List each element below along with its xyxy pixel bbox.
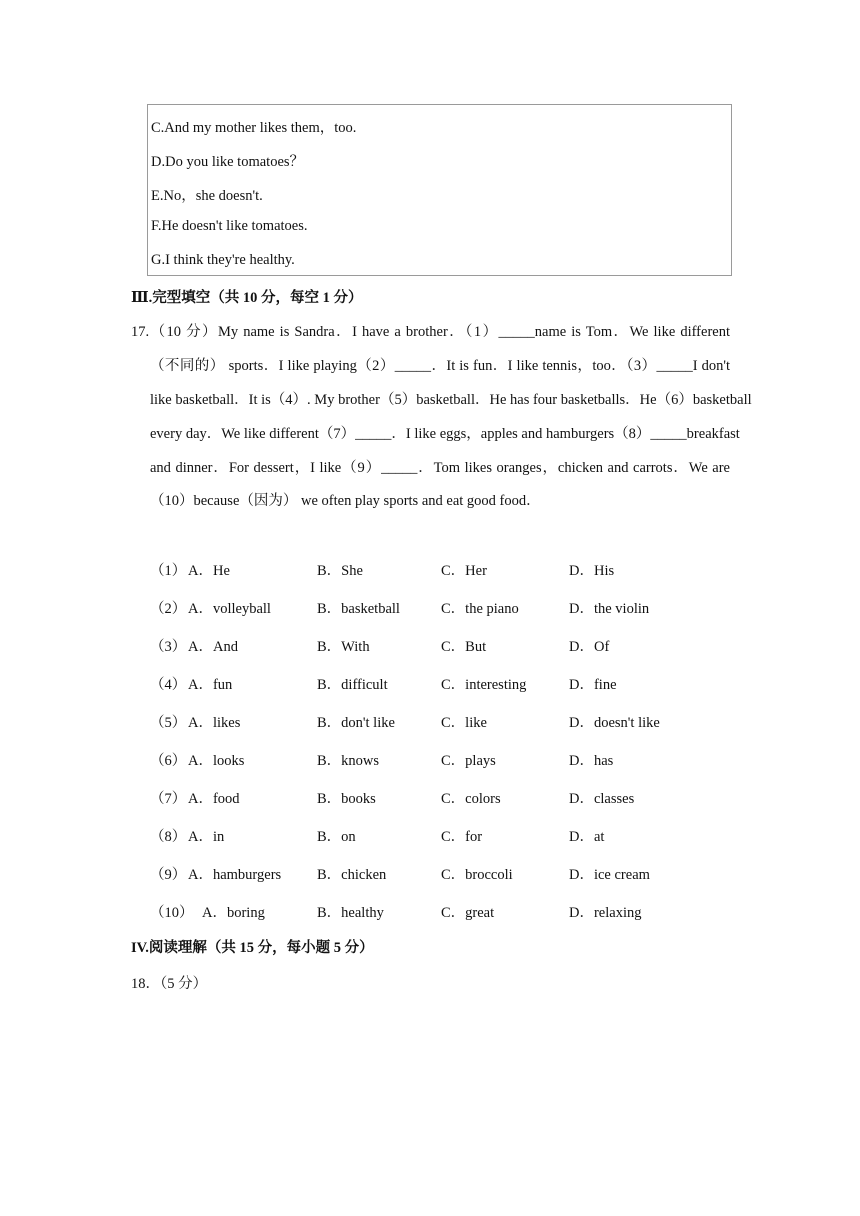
option-number: （10） — [150, 905, 194, 921]
section-4-title: 阅读理解（共 15 分，每小题 5 分） — [148, 940, 374, 956]
option-number: （1） — [150, 563, 187, 579]
option-a[interactable]: A．food — [188, 791, 240, 807]
option-c[interactable]: C．the piano — [441, 601, 519, 617]
option-d[interactable]: D．fine — [569, 677, 617, 693]
option-d[interactable]: D．at — [569, 829, 605, 845]
option-b[interactable]: B．don't like — [317, 715, 395, 731]
option-a[interactable]: A．He — [188, 563, 230, 579]
option-b[interactable]: B．She — [317, 563, 363, 579]
section-3-heading — [131, 286, 363, 307]
option-row — [150, 711, 710, 731]
option-a[interactable]: A．And — [188, 639, 238, 655]
option-number: （8） — [150, 829, 187, 845]
option-c[interactable]: C．plays — [441, 753, 496, 769]
option-c[interactable]: C．But — [441, 639, 487, 655]
passage-line-1-text: 17.（10 分）My name is Sandra．I have a brother．（1）_____name is Tom．We like different — [131, 324, 730, 340]
section-3-numeral: Ⅲ. — [131, 290, 153, 306]
option-c[interactable]: C．broccoli — [441, 867, 513, 883]
option-d[interactable]: D．His — [569, 563, 615, 579]
option-row — [150, 863, 710, 883]
question-17-line-2: （不同的） sports．I like playing（2）_____．It is fun．I like tennis，too．（3）_____I don't — [150, 358, 730, 374]
option-number: （5） — [150, 715, 187, 731]
option-b[interactable]: B．healthy — [317, 905, 384, 921]
box-option-e: E.No，she doesn't. — [151, 188, 263, 204]
option-row — [150, 787, 710, 807]
question-17-line-1 — [131, 320, 730, 341]
option-b[interactable]: B．on — [317, 829, 356, 845]
option-a[interactable]: A．boring — [202, 905, 265, 921]
option-row — [150, 825, 710, 845]
option-row — [150, 597, 710, 617]
option-a[interactable]: A．in — [188, 829, 225, 845]
option-d[interactable]: D．relaxing — [569, 905, 642, 921]
box-option-d: D.Do you like tomatoes？ — [151, 154, 305, 170]
box-option-c: C.And my mother likes them，too. — [151, 120, 357, 136]
option-c[interactable]: C．for — [441, 829, 483, 845]
option-c[interactable]: C．great — [441, 905, 495, 921]
option-c[interactable]: C．colors — [441, 791, 501, 807]
option-d[interactable]: D．ice cream — [569, 867, 650, 883]
option-number: （9） — [150, 867, 187, 883]
box-option-g: G.I think they're healthy. — [151, 252, 295, 268]
option-a[interactable]: A．fun — [188, 677, 233, 693]
option-c[interactable]: C．like — [441, 715, 487, 731]
option-b[interactable]: B．knows — [317, 753, 380, 769]
box-option-f: F.He doesn't like tomatoes. — [151, 218, 308, 234]
option-number: （2） — [150, 601, 187, 617]
option-row — [150, 901, 710, 921]
question-17-line-6: （10）because（因为） we often play sports and eat good food． — [150, 493, 541, 509]
option-c[interactable]: C．Her — [441, 563, 487, 579]
option-row — [150, 749, 710, 769]
option-b[interactable]: B．chicken — [317, 867, 387, 883]
option-row — [150, 673, 710, 693]
question-18-label: 18．（5 分） — [131, 976, 208, 992]
option-b[interactable]: B．With — [317, 639, 370, 655]
option-d[interactable]: D．Of — [569, 639, 610, 655]
question-17-line-3: like basketball．It is（4）. My brother（5）basketball．He has four basketballs．He（6）basketball — [150, 392, 752, 408]
section-4-numeral: IV. — [131, 940, 149, 956]
option-d[interactable]: D．doesn't like — [569, 715, 660, 731]
option-b[interactable]: B．basketball — [317, 601, 400, 617]
option-number: （7） — [150, 791, 187, 807]
answer-options-box — [147, 104, 732, 276]
option-a[interactable]: A．volleyball — [188, 601, 271, 617]
option-number: （4） — [150, 677, 187, 693]
option-b[interactable]: B．books — [317, 791, 376, 807]
section-4-heading — [131, 936, 374, 957]
option-number: （3） — [150, 639, 187, 655]
option-number: （6） — [150, 753, 187, 769]
option-a[interactable]: A．likes — [188, 715, 241, 731]
option-d[interactable]: D．has — [569, 753, 614, 769]
option-row — [150, 559, 710, 579]
option-a[interactable]: A．hamburgers — [188, 867, 282, 883]
option-c[interactable]: C．interesting — [441, 677, 527, 693]
option-d[interactable]: D．classes — [569, 791, 635, 807]
question-17-line-4: every day．We like different（7）_____．I like eggs，apples and hamburgers（8）_____breakfast — [150, 426, 740, 442]
option-row — [150, 635, 710, 655]
section-3-title: 完型填空（共 10 分，每空 1 分） — [152, 290, 363, 306]
option-d[interactable]: D．the violin — [569, 601, 650, 617]
option-b[interactable]: B．difficult — [317, 677, 388, 693]
option-a[interactable]: A．looks — [188, 753, 245, 769]
question-17-line-5: and dinner．For dessert，I like（9）_____．Tom likes oranges，chicken and carrots．We are — [150, 460, 730, 476]
